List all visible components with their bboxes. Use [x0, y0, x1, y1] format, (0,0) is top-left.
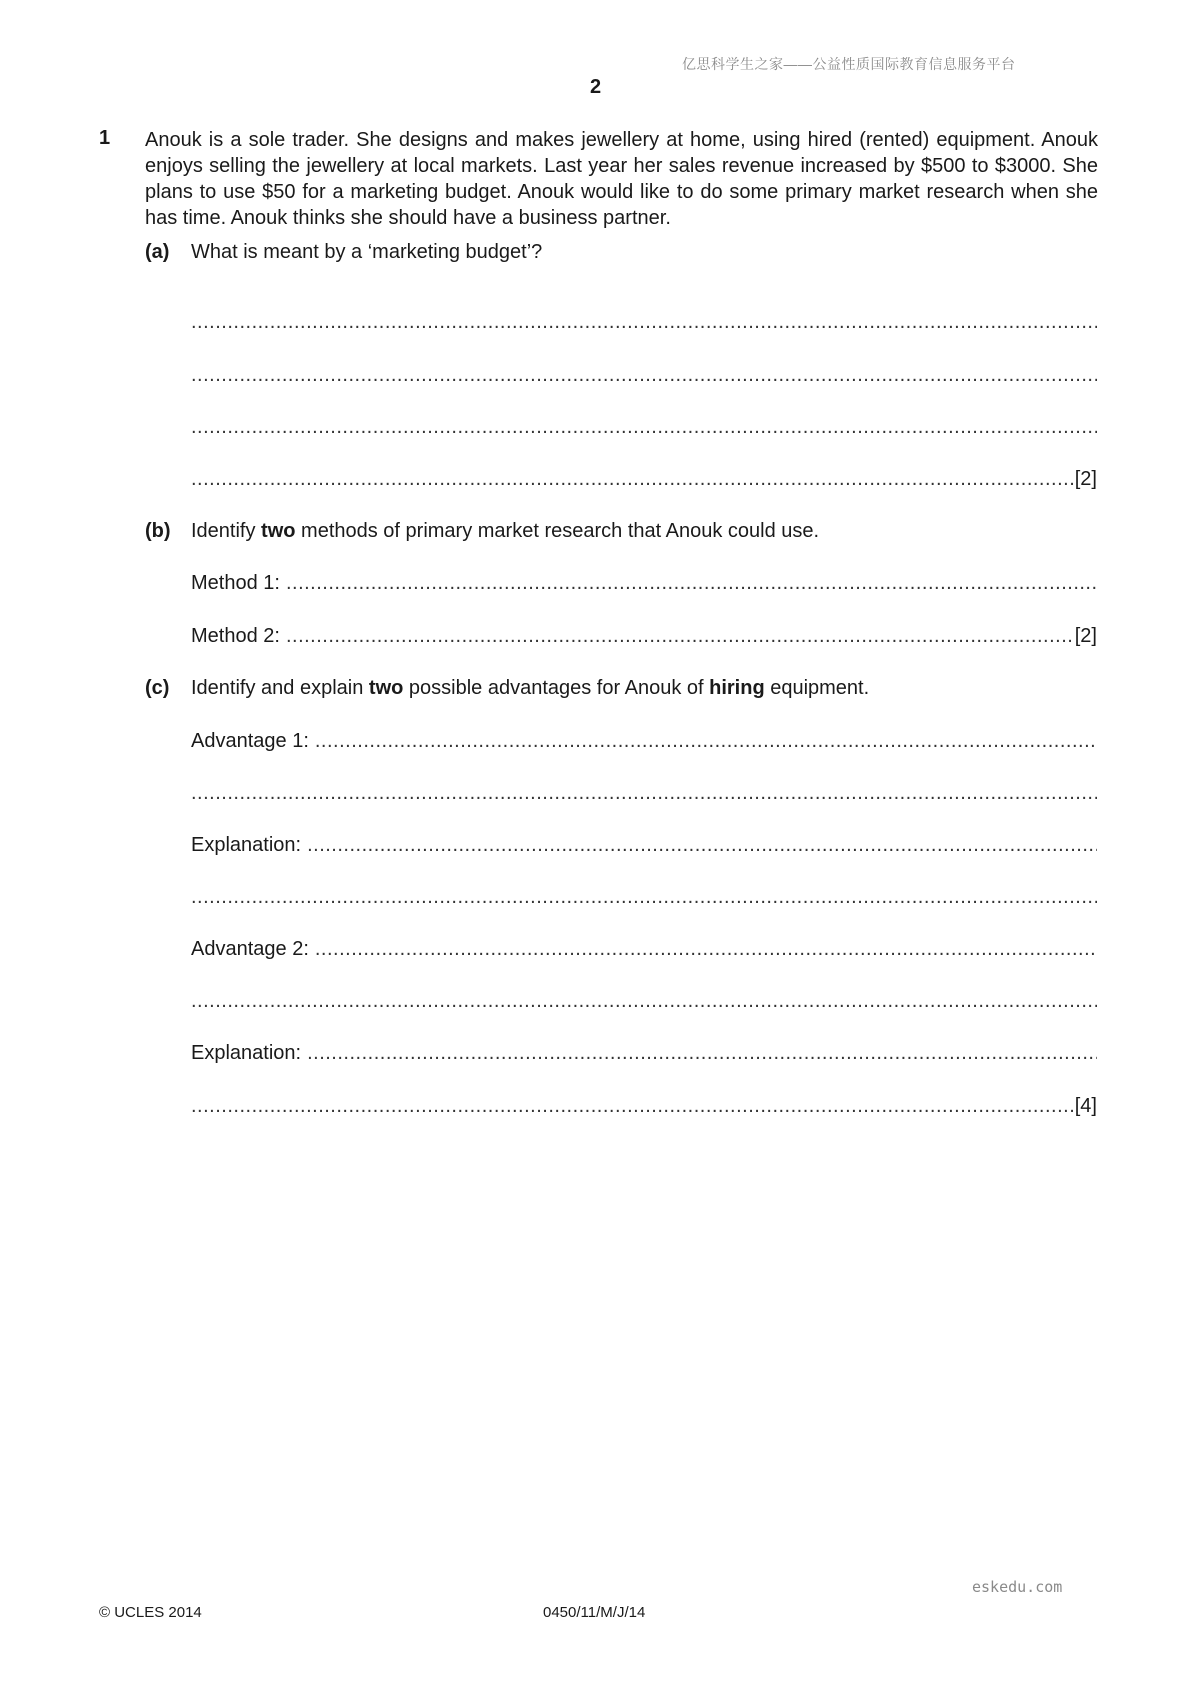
part-b-label: (b)	[145, 520, 171, 542]
method-1-label: Method 1:	[191, 572, 280, 594]
answer-line-a2[interactable]	[191, 364, 1097, 387]
explanation-1-label: Explanation:	[191, 834, 302, 856]
answer-line-a1[interactable]	[191, 311, 1097, 334]
marks-c: [4]	[1074, 1095, 1097, 1117]
method-1-line[interactable]	[191, 572, 1097, 595]
explanation-1-line[interactable]	[191, 834, 1097, 857]
dotted-line	[286, 625, 1074, 648]
dotted-line	[315, 938, 1097, 961]
footer-paper-code: 0450/11/M/J/14	[543, 1604, 646, 1621]
part-a-question: What is meant by a ‘marketing budget’?	[191, 241, 543, 263]
advantage-1-line[interactable]	[191, 730, 1097, 753]
method-2-line[interactable]	[191, 625, 1097, 648]
marks-a: [2]	[1074, 468, 1097, 490]
part-c-label: (c)	[145, 677, 170, 699]
advantage-2-line[interactable]	[191, 938, 1097, 961]
part-b-question: Identify two methods of primary market research that Anouk could use.	[191, 520, 820, 542]
page-number: 2	[589, 76, 602, 98]
advantage-1-line-2[interactable]	[191, 782, 1097, 805]
answer-line-a3[interactable]	[191, 416, 1097, 439]
dotted-line	[191, 364, 1097, 387]
dotted-line	[191, 311, 1097, 334]
dotted-line	[191, 990, 1097, 1013]
method-2-label: Method 2:	[191, 625, 280, 647]
dotted-line	[286, 572, 1097, 595]
dotted-line	[307, 1042, 1097, 1065]
explanation-2-line-2[interactable]	[191, 1095, 1097, 1118]
watermark-bottom: eskedu.com	[972, 1578, 1063, 1596]
question-number: 1	[99, 127, 111, 149]
advantage-2-label: Advantage 2:	[191, 938, 309, 960]
advantage-1-label: Advantage 1:	[191, 730, 309, 752]
dotted-line	[315, 730, 1097, 753]
dotted-line	[191, 416, 1097, 439]
question-intro: Anouk is a sole trader. She designs and makes jewellery at home, using hired (rented) equipment. Anouk enjoys selling the jewellery at local markets. Last year her sales revenue increased by $500 to $3000. She plans to use $50 for a marketing budget. Anouk would like to do some primary market research when she has time. Anouk thinks she should have a business partner.	[145, 129, 1098, 229]
answer-line-a4[interactable]	[191, 468, 1097, 491]
dotted-line	[191, 886, 1097, 909]
dotted-line	[191, 782, 1097, 805]
dotted-line	[191, 1095, 1074, 1118]
explanation-2-label: Explanation:	[191, 1042, 302, 1064]
footer-copyright: © UCLES 2014	[99, 1604, 202, 1621]
advantage-2-line-2[interactable]	[191, 990, 1097, 1013]
part-c-question: Identify and explain two possible advantages for Anouk of hiring equipment.	[191, 677, 870, 699]
explanation-2-line[interactable]	[191, 1042, 1097, 1065]
dotted-line	[307, 834, 1097, 857]
marks-b: [2]	[1074, 625, 1097, 647]
part-a-label: (a)	[145, 241, 170, 263]
explanation-1-line-2[interactable]	[191, 886, 1097, 909]
dotted-line	[191, 468, 1074, 491]
watermark-top: 亿思科学生之家——公益性质国际教育信息服务平台	[682, 56, 1016, 72]
